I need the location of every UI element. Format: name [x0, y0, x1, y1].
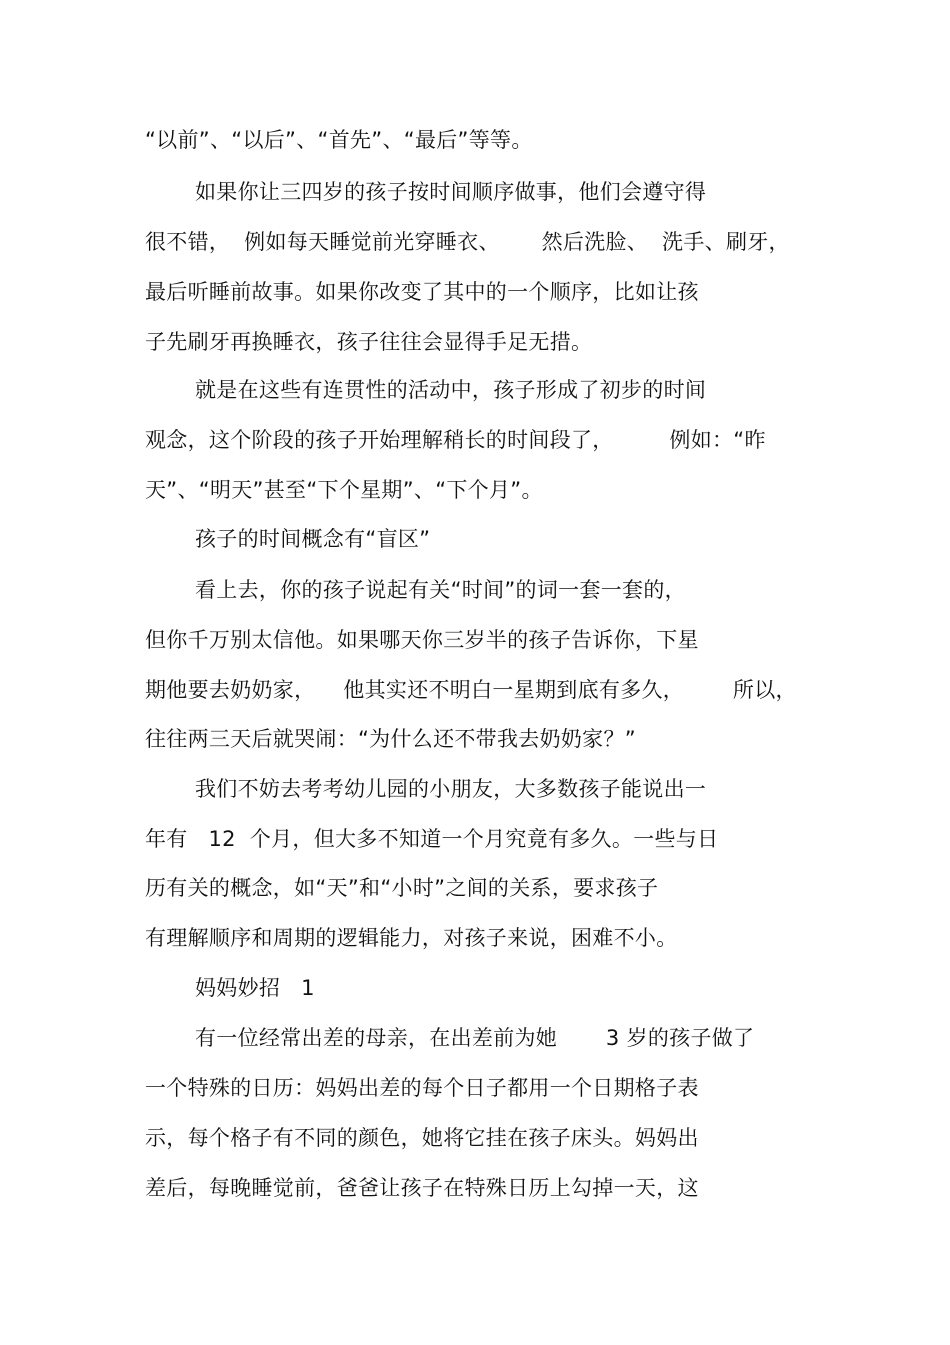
text-line: 期他要去奶奶家， 他其实还不明白一星期到底有多久， 所以， [145, 678, 797, 702]
text-line: 一个特殊的日历：妈妈出差的每个日子都用一个日期格子表 [145, 1076, 699, 1100]
text-line: 子先刷牙再换睡衣，孩子往往会显得手足无措。 [145, 330, 593, 354]
text-line: “以前”、“以后”、“首先”、“最后”等等。 [145, 128, 533, 152]
text-line: 但你千万别太信他。如果哪天你三岁半的孩子告诉你，下星 [145, 628, 699, 652]
text-line: 历有关的概念，如“天”和“小时”之间的关系，要求孩子 [145, 876, 659, 900]
text-line: 有理解顺序和周期的逻辑能力，对孩子来说，困难不小。 [145, 926, 678, 950]
paragraph-start: 如果你让三四岁的孩子按时间顺序做事，他们会遵守得 [195, 180, 707, 204]
paragraph-start: 看上去，你的孩子说起有关“时间”的词一套一套的， [195, 578, 686, 602]
text-line: 最后听睡前故事。如果你改变了其中的一个顺序，比如让孩 [145, 280, 699, 304]
paragraph-start: 我们不妨去考考幼儿园的小朋友，大多数孩子能说出一 [195, 777, 707, 801]
text-line: 观念，这个阶段的孩子开始理解稍长的时间段了， 例如：“昨 [145, 428, 766, 452]
paragraph-start: 有一位经常出差的母亲，在出差前为她 3 岁的孩子做了 [195, 1026, 755, 1050]
text-line: 天”、“明天”甚至“下个星期”、“下个月”。 [145, 478, 543, 502]
text-line: 年有 12 个月，但大多不知道一个月究竟有多久。一些与日 [145, 827, 719, 851]
text-line: 很不错， 例如每天睡觉前光穿睡衣、 然后洗脸、 洗手、刷牙， [145, 230, 790, 254]
text-line: 示，每个格子有不同的颜色，她将它挂在孩子床头。妈妈出 [145, 1126, 699, 1150]
section-heading: 妈妈妙招 1 [195, 976, 315, 1000]
text-line: 差后，每晚睡觉前，爸爸让孩子在特殊日历上勾掉一天，这 [145, 1176, 699, 1200]
section-heading: 孩子的时间概念有“盲区” [195, 527, 431, 551]
paragraph-start: 就是在这些有连贯性的活动中，孩子形成了初步的时间 [195, 378, 707, 402]
text-line: 往往两三天后就哭闹：“为什么还不带我去奶奶家？” [145, 727, 636, 751]
